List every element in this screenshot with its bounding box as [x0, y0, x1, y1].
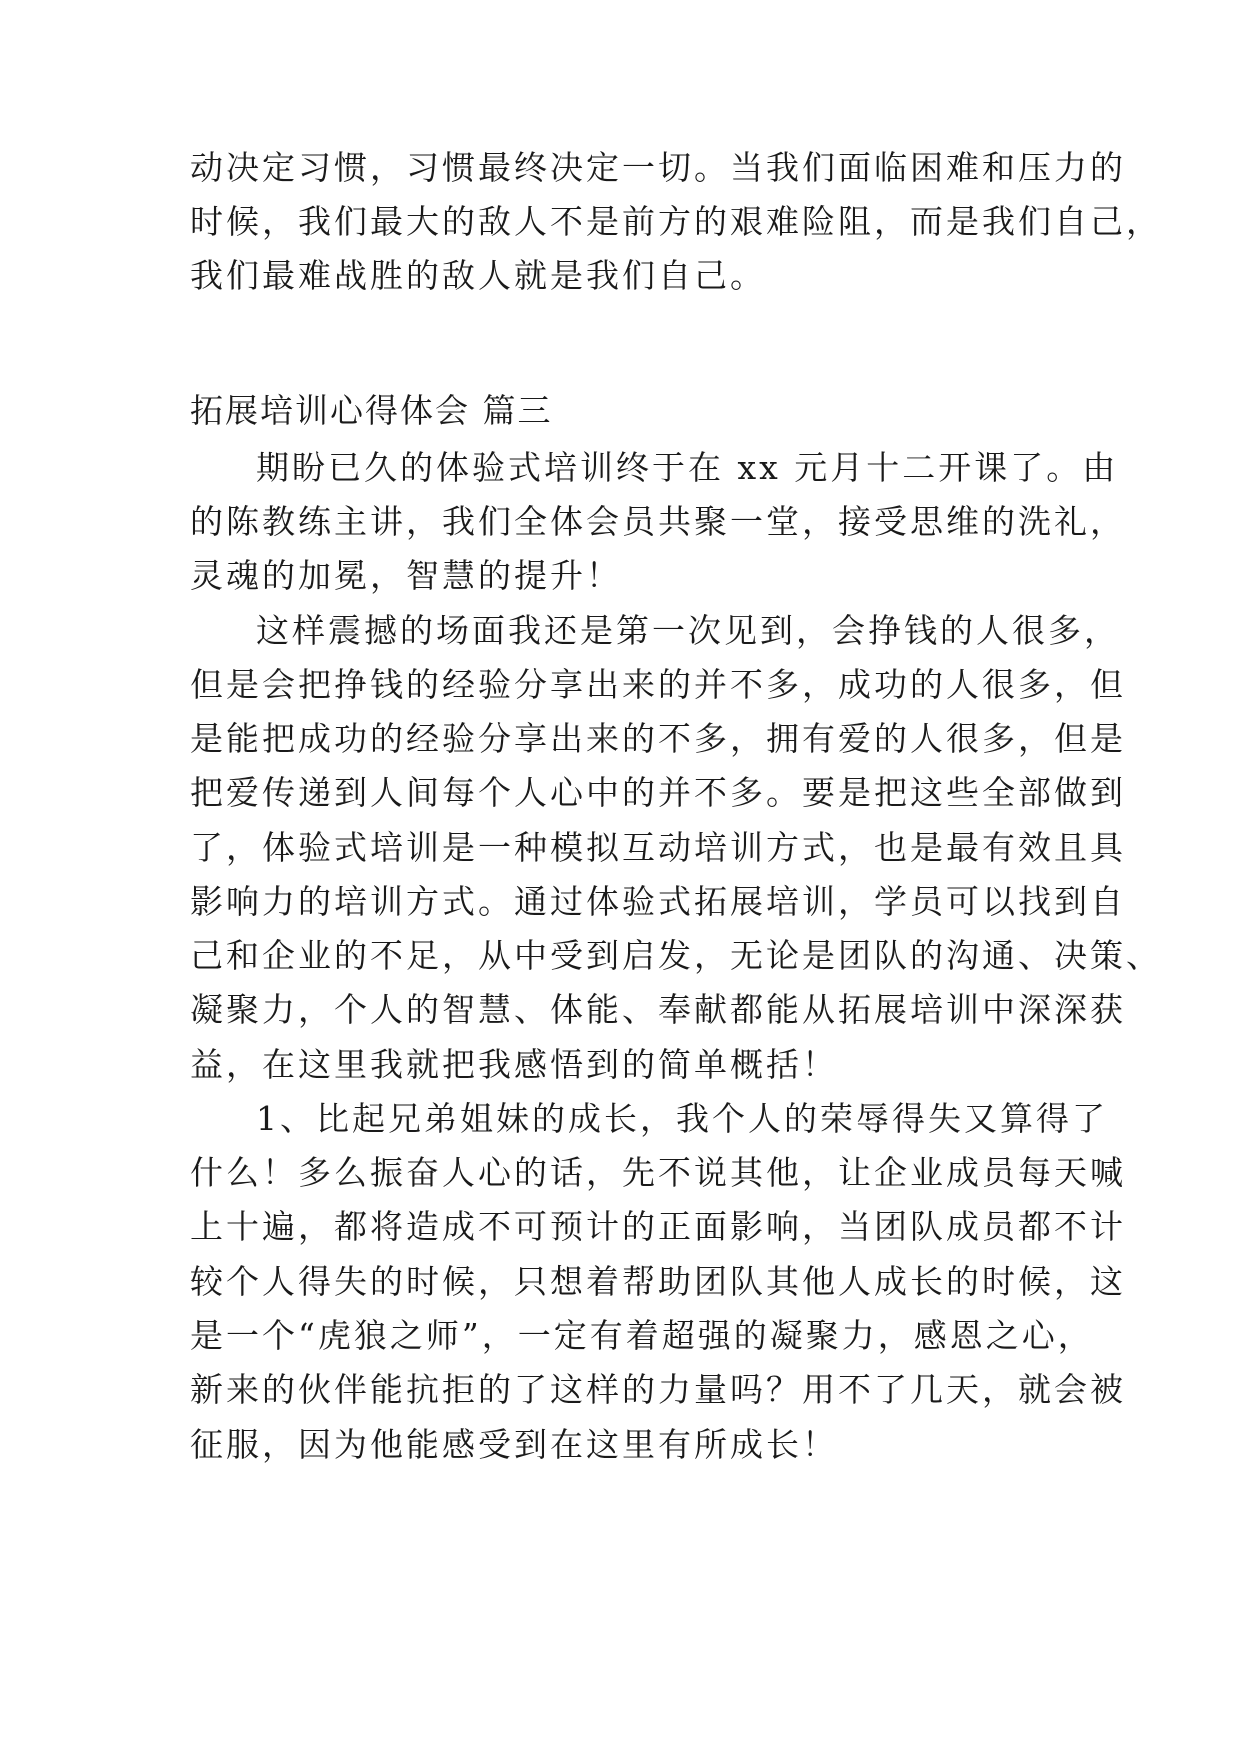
text-line: 什么！多么振奋人心的话，先不说其他，让企业成员每天喊	[190, 1153, 1126, 1192]
text-line: 的陈教练主讲，我们全体会员共聚一堂，接受思维的洗礼，	[190, 502, 1126, 541]
text-line: 益，在这里我就把我感悟到的简单概括！	[190, 1045, 838, 1084]
text-line: 凝聚力，个人的智慧、体能、奉献都能从拓展培训中深深获	[190, 990, 1126, 1029]
text-line: 动决定习惯，习惯最终决定一切。当我们面临困难和压力的	[190, 148, 1126, 187]
text-line: 是一个“虎狼之师”，一定有着超强的凝聚力，感恩之心，	[190, 1316, 1094, 1355]
text-line: 影响力的培训方式。通过体验式拓展培训，学员可以找到自	[190, 882, 1126, 921]
text-line: 期盼已久的体验式培训终于在 xx 元月十二开课了。由	[256, 448, 1119, 487]
text-line: 是能把成功的经验分享出来的不多，拥有爱的人很多，但是	[190, 719, 1126, 758]
text-line: 己和企业的不足，从中受到启发，无论是团队的沟通、决策、	[190, 936, 1162, 975]
text-line: 上十遍，都将造成不可预计的正面影响，当团队成员都不计	[190, 1207, 1126, 1246]
text-line: 1、比起兄弟姐妹的成长，我个人的荣辱得失又算得了	[256, 1099, 1108, 1138]
text-line: 新来的伙伴能抗拒的了这样的力量吗？用不了几天，就会被	[190, 1370, 1126, 1409]
text-line: 了，体验式培训是一种模拟互动培训方式，也是最有效且具	[190, 828, 1126, 867]
text-line: 把爱传递到人间每个人心中的并不多。要是把这些全部做到	[190, 773, 1126, 812]
text-line: 时候，我们最大的敌人不是前方的艰难险阻，而是我们自己，	[190, 202, 1162, 241]
section-heading: 拓展培训心得体会 篇三	[190, 391, 553, 430]
text-line: 灵魂的加冕，智慧的提升！	[190, 556, 622, 595]
text-line: 征服，因为他能感受到在这里有所成长！	[190, 1425, 838, 1464]
text-line: 这样震撼的场面我还是第一次见到，会挣钱的人很多，	[256, 611, 1120, 650]
text-line: 我们最难战胜的敌人就是我们自己。	[190, 256, 766, 295]
text-line: 但是会把挣钱的经验分享出来的并不多，成功的人很多，但	[190, 665, 1126, 704]
text-line: 较个人得失的时候，只想着帮助团队其他人成长的时候，这	[190, 1262, 1126, 1301]
